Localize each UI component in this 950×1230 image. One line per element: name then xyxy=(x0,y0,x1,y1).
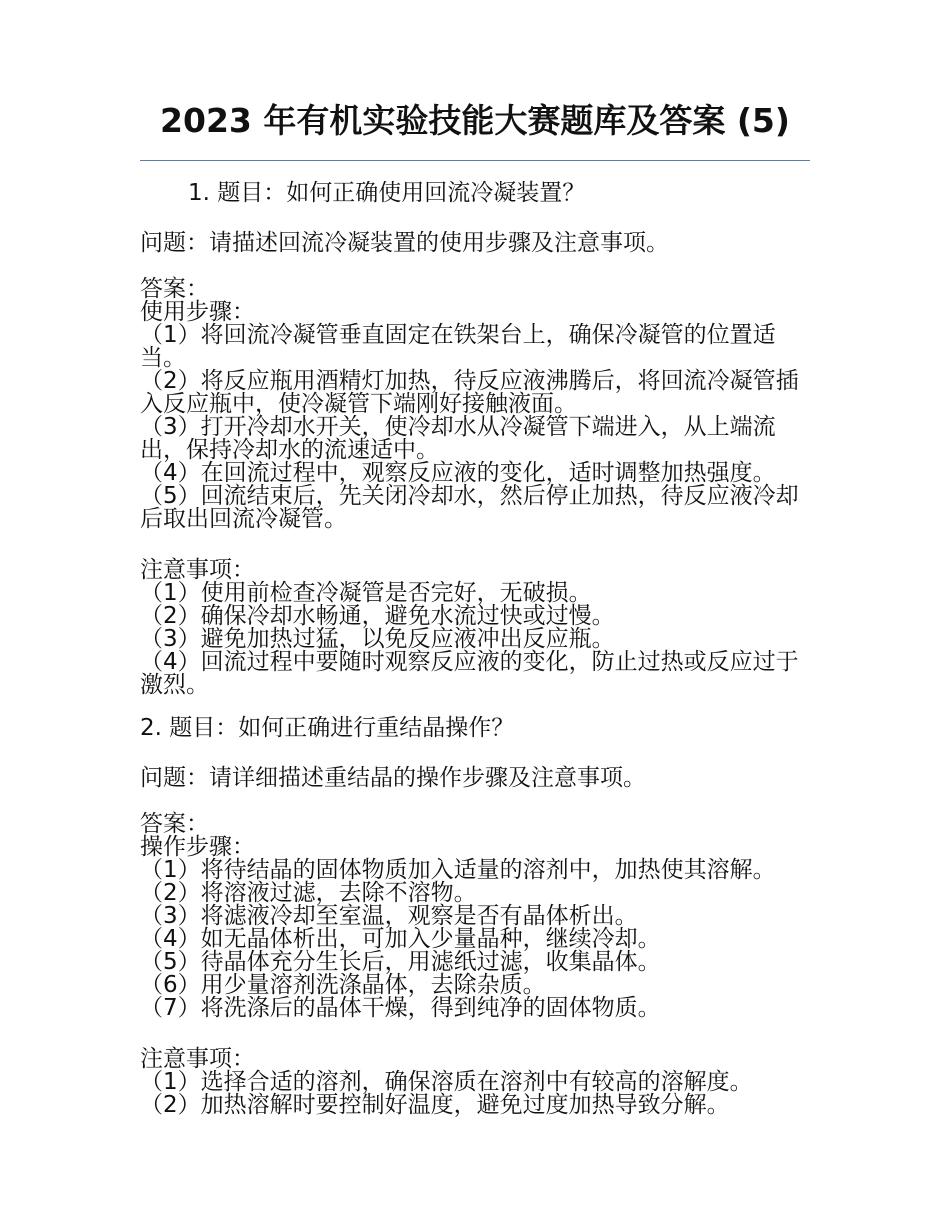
section-heading: 2. 题目：如何正确进行重结晶操作？ xyxy=(140,715,515,741)
step-item: （1）将回流冷凝管垂直固定在铁架台上，确保冷凝管的位置适当。 xyxy=(140,322,776,371)
note-item: （3）避免加热过猛，以免反应液冲出反应瓶。 xyxy=(140,626,615,652)
section-1 xyxy=(140,176,810,697)
step-item: （5）回流结束后，先关闭冷却水，然后停止加热，待反应液冷却后取出回流冷凝管。 xyxy=(140,483,799,532)
document-body xyxy=(140,176,810,1117)
step-item: （3）将滤液冷却至室温，观察是否有晶体析出。 xyxy=(140,903,638,929)
steps-label: 使用步骤： xyxy=(140,299,255,325)
step-item: （5）待晶体充分生长后，用滤纸过滤，收集晶体。 xyxy=(140,949,661,975)
note-item: （1）选择合适的溶剂，确保溶质在溶剂中有较高的溶解度。 xyxy=(140,1069,753,1095)
note-item: （1）使用前检查冷凝管是否完好，无破损。 xyxy=(140,580,592,606)
notes-label: 注意事项： xyxy=(140,557,255,583)
section-heading: 1. 题目：如何正确使用回流冷凝装置？ xyxy=(188,180,586,206)
step-item: （3）打开冷却水开关，使冷却水从冷凝管下端进入，从上端流出，保持冷却水的流速适中。 xyxy=(140,414,776,463)
step-item: （2）将溶液过滤，去除不溶物。 xyxy=(140,880,477,906)
note-item: （2）确保冷却水畅通，避免水流过快或过慢。 xyxy=(140,603,615,629)
note-item: （2）加热溶解时要控制好温度，避免过度加热导致分解。 xyxy=(140,1092,730,1118)
steps-label: 操作步骤： xyxy=(140,834,255,860)
note-item: （4）回流过程中要随时观察反应液的变化，防止过热或反应过于激烈。 xyxy=(140,649,799,698)
section-2 xyxy=(140,711,810,1117)
answer-label: 答案： xyxy=(140,811,209,837)
question-text: 问题：请描述回流冷凝装置的使用步骤及注意事项。 xyxy=(140,230,669,256)
question-text: 问题：请详细描述重结晶的操作步骤及注意事项。 xyxy=(140,765,646,791)
answer-label: 答案： xyxy=(140,276,209,302)
title-underline xyxy=(140,160,810,161)
step-item: （6）用少量溶剂洗涤晶体，去除杂质。 xyxy=(140,972,546,998)
step-item: （1）将待结晶的固体物质加入适量的溶剂中，加热使其溶解。 xyxy=(140,857,776,883)
answer-block xyxy=(140,813,810,1117)
answer-block xyxy=(140,278,810,697)
step-item: （7）将洗涤后的晶体干燥，得到纯净的固体物质。 xyxy=(140,995,661,1021)
step-item: （2）将反应瓶用酒精灯加热，待反应液沸腾后，将回流冷凝管插入反应瓶中，使冷凝管下端刚好接触液面。 xyxy=(140,368,799,417)
document-title: 2023 年有机实验技能大赛题库及答案 (5) xyxy=(160,101,790,140)
step-item: （4）在回流过程中，观察反应液的变化，适时调整加热强度。 xyxy=(140,460,776,486)
step-item: （4）如无晶体析出，可加入少量晶种，继续冷却。 xyxy=(140,926,661,952)
notes-label: 注意事项： xyxy=(140,1046,255,1072)
